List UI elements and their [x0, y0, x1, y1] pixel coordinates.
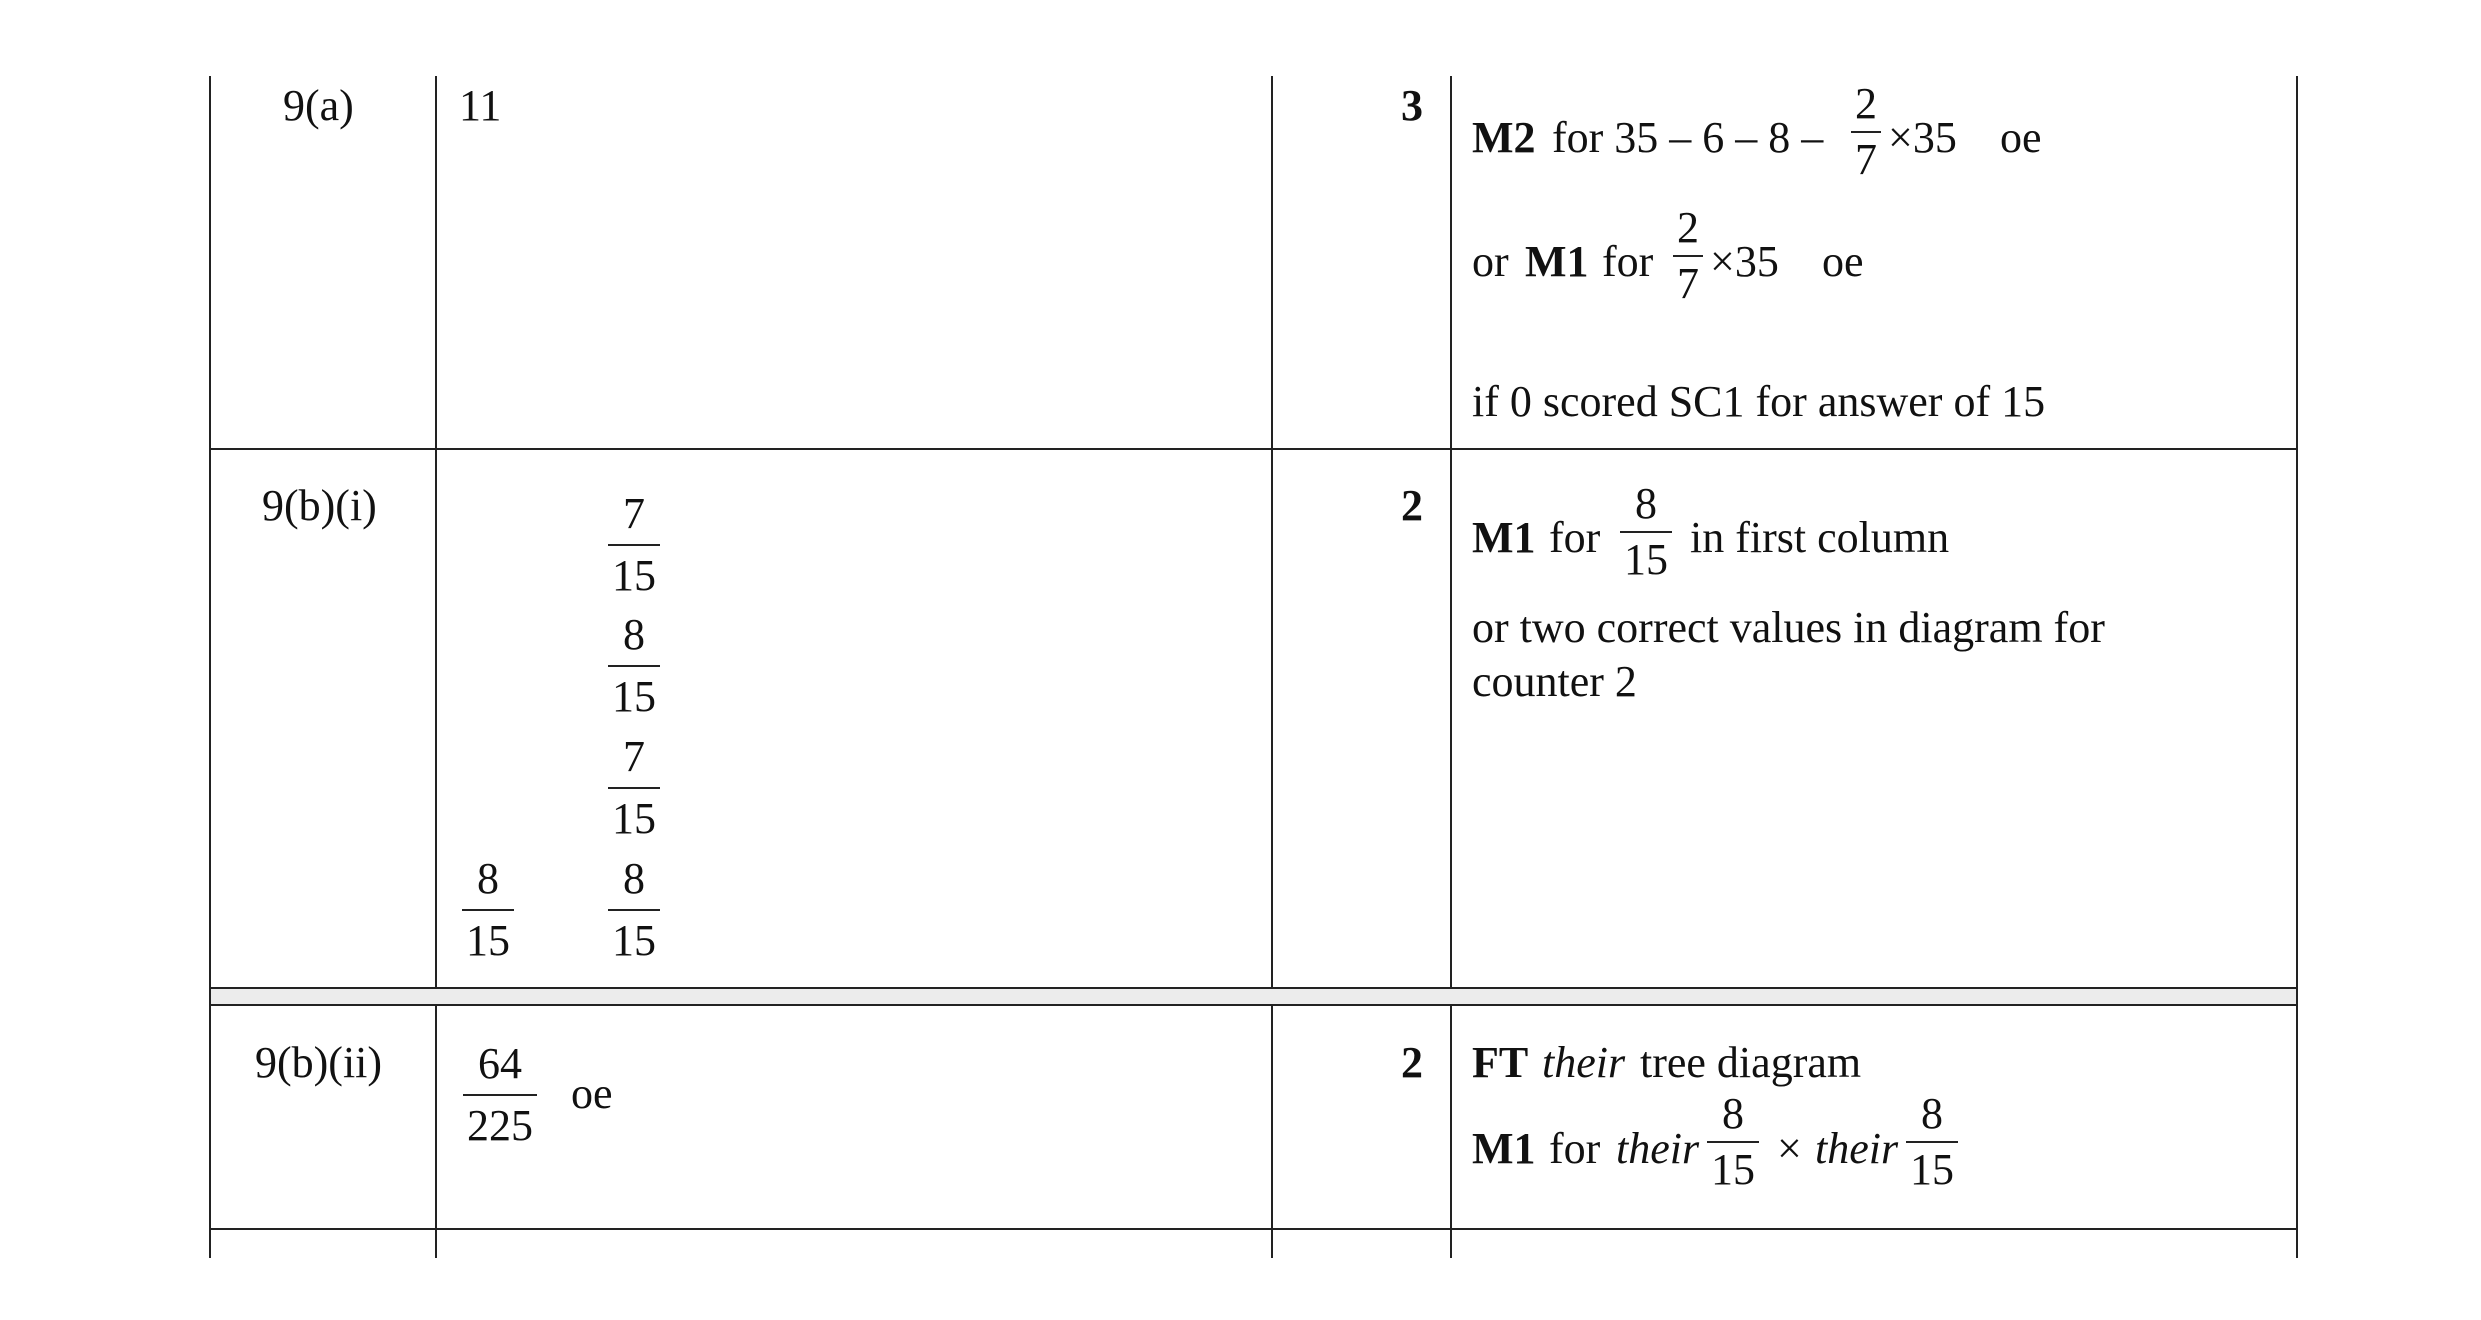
- fraction: 2 7: [1673, 206, 1703, 306]
- fraction: 7 15: [608, 735, 660, 841]
- row-border-1: [209, 448, 2298, 450]
- guidance-text: if 0 scored SC1 for answer of 15: [1472, 377, 2046, 426]
- col-border-left: [209, 76, 211, 1258]
- method-mark: M1: [1472, 1124, 1536, 1173]
- oe-label: oe: [1822, 237, 1864, 286]
- question-number: 9(a): [283, 81, 354, 130]
- guidance-text: or two correct values in diagram for: [1472, 603, 2105, 652]
- oe-label: oe: [2000, 113, 2042, 162]
- method-mark: M2: [1472, 113, 1536, 162]
- fraction: 7 15: [608, 492, 660, 598]
- fraction: 8 15: [1620, 482, 1672, 582]
- oe-label: oe: [571, 1069, 613, 1118]
- fraction: 8 15: [462, 857, 514, 963]
- guidance-text: or: [1472, 237, 1509, 286]
- marks-value: 2: [1401, 481, 1423, 530]
- col-border-right: [2296, 76, 2298, 1258]
- fraction: 8 15: [1707, 1092, 1759, 1192]
- question-number: 9(b)(ii): [255, 1038, 383, 1087]
- answer-value: 11: [459, 81, 502, 130]
- fraction: 2 7: [1851, 82, 1881, 182]
- fraction: 64 225: [463, 1042, 537, 1148]
- marks-value: 3: [1401, 81, 1423, 130]
- guidance-text: in first column: [1690, 513, 1950, 562]
- row-spacer: [211, 989, 2296, 1004]
- method-mark: M1: [1525, 237, 1589, 286]
- guidance-text: for 35 – 6 – 8 –: [1552, 113, 1824, 162]
- their-label: their: [1542, 1038, 1626, 1087]
- guidance-text: for: [1602, 237, 1654, 286]
- row-border-2a: [209, 987, 2298, 989]
- col-border-question: [435, 76, 437, 1258]
- row-border-2b: [209, 1004, 2298, 1006]
- their-label: their: [1616, 1124, 1700, 1173]
- guidance-text: ×35: [1710, 237, 1779, 286]
- guidance-text: for: [1549, 1124, 1601, 1173]
- col-border-answer: [1271, 76, 1273, 1258]
- method-mark: FT: [1472, 1038, 1529, 1087]
- guidance-text: tree diagram: [1640, 1038, 1862, 1087]
- times-sign: ×: [1777, 1124, 1802, 1173]
- marks-value: 2: [1401, 1038, 1423, 1087]
- fraction: 8 15: [1906, 1092, 1958, 1192]
- guidance-text: for: [1549, 513, 1601, 562]
- fraction: 8 15: [608, 613, 660, 719]
- col-border-marks: [1450, 76, 1452, 1258]
- their-label: their: [1815, 1124, 1899, 1173]
- row-border-3: [209, 1228, 2298, 1230]
- question-number: 9(b)(i): [262, 481, 377, 530]
- guidance-text: counter 2: [1472, 657, 1637, 706]
- method-mark: M1: [1472, 513, 1536, 562]
- guidance-text: ×35: [1888, 113, 1957, 162]
- fraction: 8 15: [608, 857, 660, 963]
